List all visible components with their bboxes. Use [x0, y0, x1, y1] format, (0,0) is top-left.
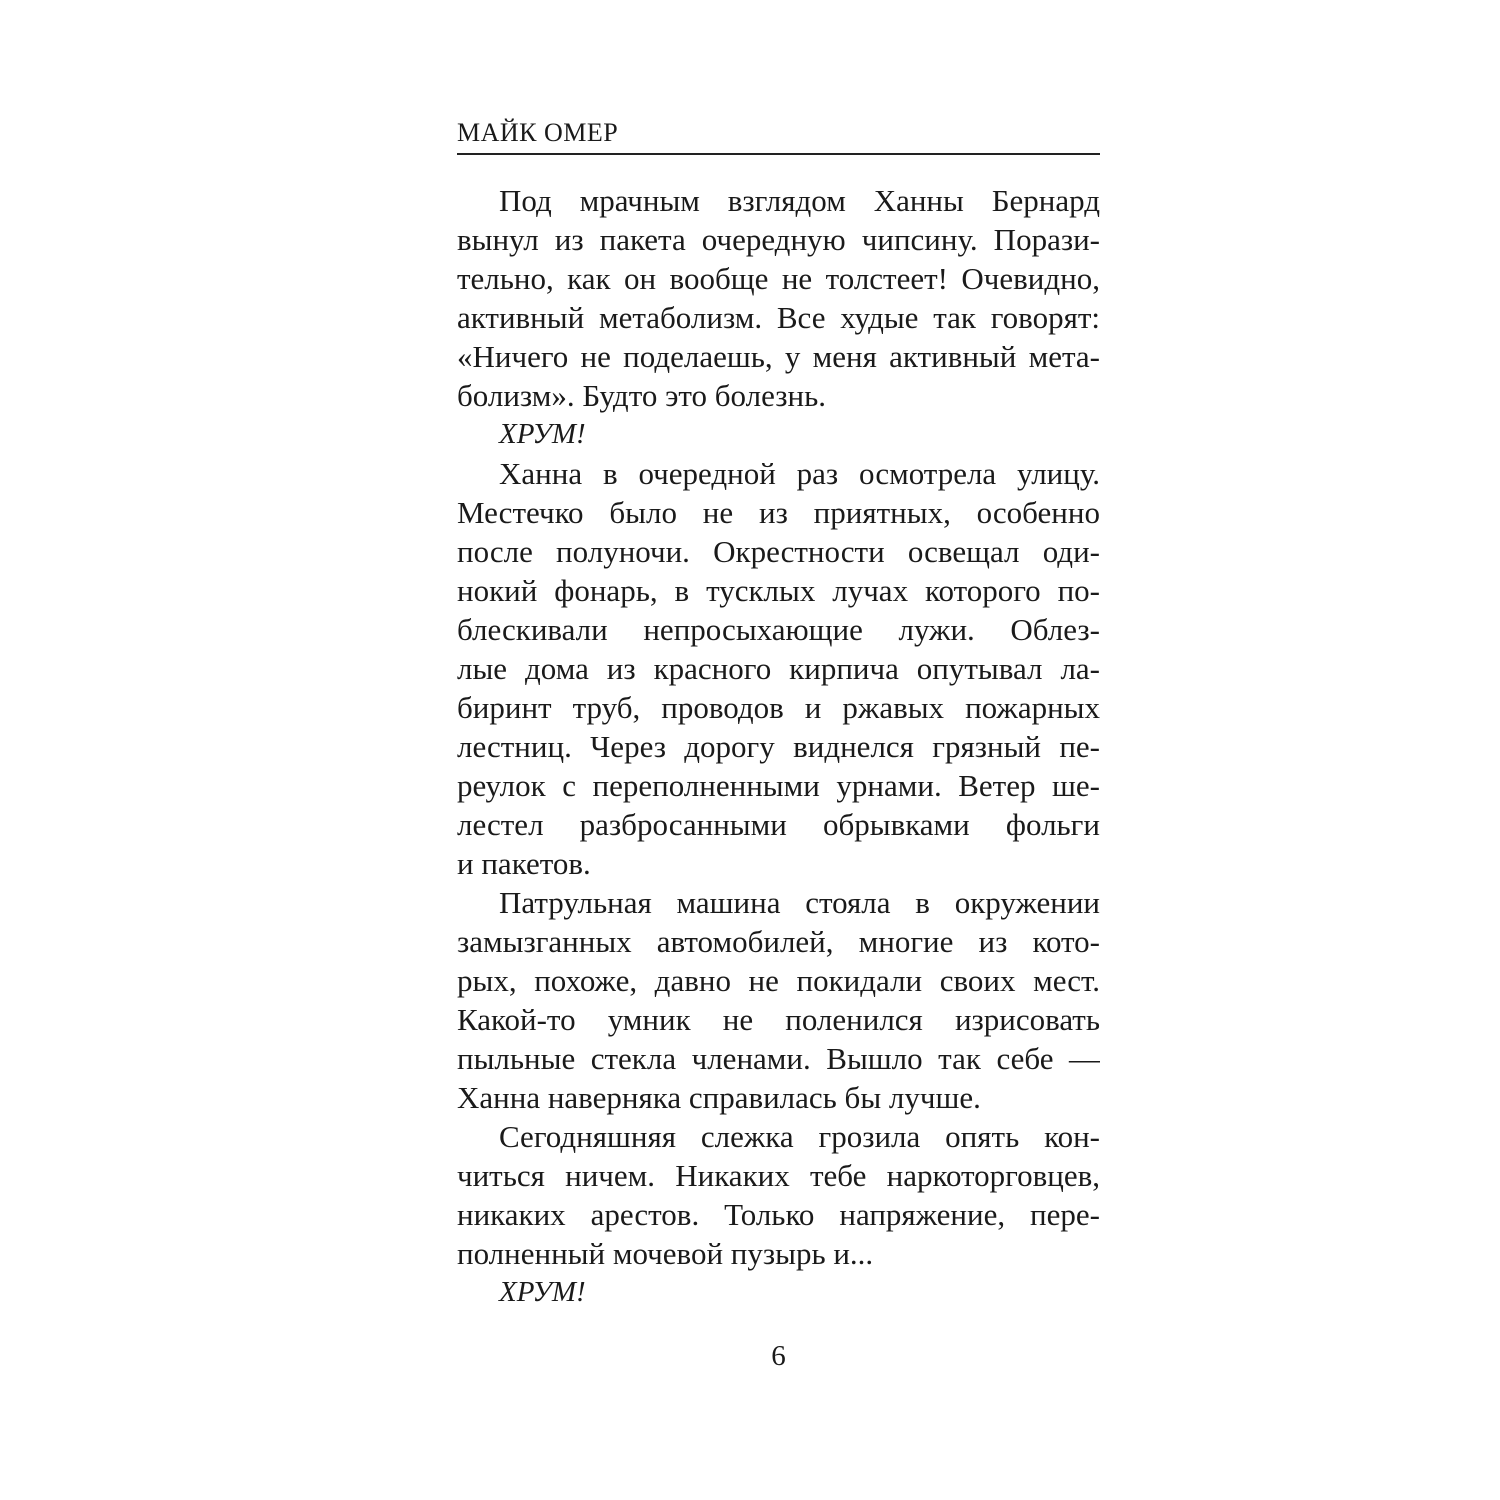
- text-line: активный метаболизм. Все худые так говорят:: [457, 300, 1100, 335]
- text-line: «Ничего не поделаешь, у меня активный мета-: [457, 339, 1100, 374]
- exclamation: [457, 1273, 1100, 1312]
- text-line: ХРУМ!: [499, 418, 586, 450]
- text-line: полненный мочевой пузырь и...: [457, 1236, 874, 1271]
- text-line: болизм». Будто это болезнь.: [457, 378, 826, 413]
- page-body: [457, 181, 1100, 1312]
- text-line: и пакетов.: [457, 846, 591, 881]
- text-line: лестел разбросанными обрывками фольги: [457, 807, 1100, 842]
- text-line: читься ничем. Никаких тебе наркоторговцев,: [457, 1158, 1100, 1193]
- text-line: пыльные стекла членами. Вышло так себе —: [457, 1041, 1100, 1076]
- text-line: Местечко было не из приятных, особенно: [457, 495, 1100, 530]
- text-line: вынул из пакета очередную чипсину. Порази-: [457, 222, 1100, 257]
- text-line: лые дома из красного кирпича опутывал ла-: [457, 651, 1100, 686]
- text-line: лестниц. Через дорогу виднелся грязный пе-: [457, 729, 1100, 764]
- book-page: [457, 118, 1100, 1372]
- text-line: после полуночи. Окрестности освещал оди-: [457, 534, 1100, 569]
- header-rule: [457, 153, 1100, 155]
- paragraph: [457, 181, 1100, 415]
- text-line: блескивали непросыхающие лужи. Облез-: [457, 612, 1100, 647]
- text-line: замызганных автомобилей, многие из кото-: [457, 924, 1100, 959]
- text-line: ХРУМ!: [499, 1276, 586, 1308]
- paragraph: [457, 1117, 1100, 1273]
- text-line: Под мрачным взглядом Ханны Бернард: [499, 183, 1100, 218]
- page-number: 6: [771, 1340, 786, 1372]
- text-line: нокий фонарь, в тусклых лучах которого по-: [457, 573, 1100, 608]
- paragraph: [457, 883, 1100, 1117]
- text-line: Сегодняшняя слежка грозила опять кон-: [499, 1119, 1100, 1154]
- running-head: МАЙК ОМЕР: [457, 118, 619, 147]
- paragraph: [457, 454, 1100, 883]
- text-line: никаких арестов. Только напряжение, пере-: [457, 1197, 1100, 1232]
- text-line: реулок с переполненными урнами. Ветер ше-: [457, 768, 1100, 803]
- text-line: биринт труб, проводов и ржавых пожарных: [457, 690, 1100, 725]
- exclamation: [457, 415, 1100, 454]
- text-line: Какой-то умник не поленился изрисовать: [457, 1002, 1100, 1037]
- text-line: тельно, как он вообще не толстеет! Очевидно,: [457, 261, 1100, 296]
- text-line: Ханна в очередной раз осмотрела улицу.: [499, 456, 1100, 491]
- text-line: Патрульная машина стояла в окружении: [499, 885, 1100, 920]
- text-line: Ханна наверняка справилась бы лучше.: [457, 1080, 981, 1115]
- text-line: рых, похоже, давно не покидали своих мест.: [457, 963, 1100, 998]
